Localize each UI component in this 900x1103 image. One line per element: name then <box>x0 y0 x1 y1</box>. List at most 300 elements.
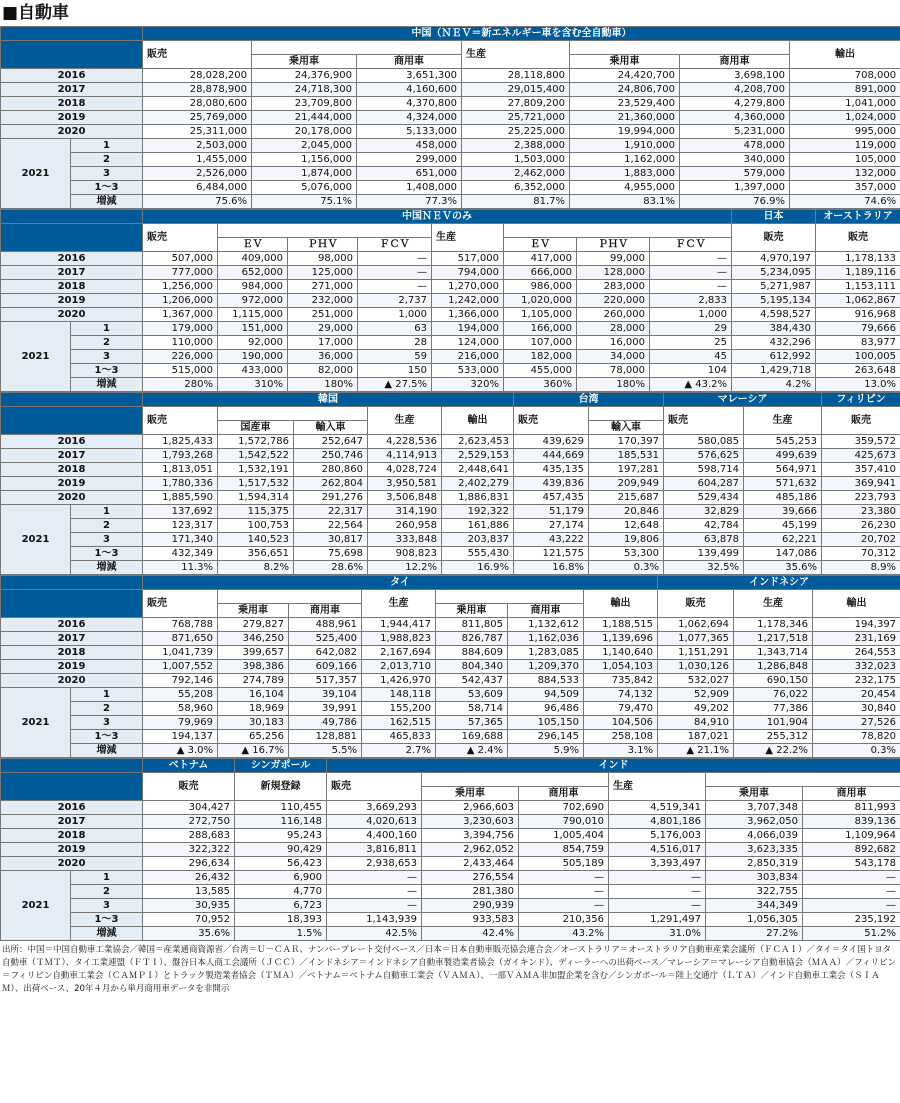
cell: 2,962,052 <box>422 843 519 857</box>
cell: 2,045,000 <box>252 139 357 153</box>
cell: 104,506 <box>584 716 658 730</box>
table-row <box>1 829 900 843</box>
cell: 2,526,000 <box>143 167 252 181</box>
row-label: 1 <box>71 871 143 885</box>
cell: — <box>519 871 609 885</box>
cell: 1,062,867 <box>816 294 900 308</box>
col-header: 輸入車 <box>294 421 368 435</box>
row-label: 2016 <box>1 618 143 632</box>
cell: 986,000 <box>504 280 577 294</box>
table-row <box>1 646 900 660</box>
cell: 276,554 <box>422 871 519 885</box>
row-label: 増減 <box>71 378 143 392</box>
cell: 4,516,017 <box>609 843 706 857</box>
cell: 194,000 <box>432 322 504 336</box>
cell: 2,462,000 <box>462 167 570 181</box>
cell: 255,312 <box>734 730 813 744</box>
cell: 3,950,581 <box>368 477 442 491</box>
cell: 26,432 <box>143 871 235 885</box>
table-row <box>1 547 900 561</box>
cell: 1,283,085 <box>508 646 584 660</box>
cell: 32,829 <box>664 505 744 519</box>
cell: 984,000 <box>218 280 288 294</box>
col-header: 生産 <box>362 590 436 618</box>
cell: 4,955,000 <box>570 181 680 195</box>
table-row <box>1 111 900 125</box>
cell: 995,000 <box>790 125 900 139</box>
cell: ▲ 22.2% <box>734 744 813 758</box>
col-header: 輸出 <box>813 590 900 618</box>
cell: 651,000 <box>357 167 462 181</box>
cell: 2.7% <box>362 744 436 758</box>
cell: 1,813,051 <box>143 463 218 477</box>
cell: 28,118,800 <box>462 69 570 83</box>
table-row <box>1 336 900 350</box>
cell: 1,162,036 <box>508 632 584 646</box>
year-label: 2021 <box>1 505 71 575</box>
cell: 3,393,497 <box>609 857 706 871</box>
cell: 43.2% <box>519 927 609 941</box>
cell: 128,000 <box>577 266 650 280</box>
cell: 6,900 <box>235 871 327 885</box>
cell: 542,437 <box>436 674 508 688</box>
cell: 171,340 <box>143 533 218 547</box>
cell: 458,000 <box>357 139 462 153</box>
col-header: 販売 <box>514 407 589 435</box>
cell: 612,992 <box>732 350 816 364</box>
table-row <box>1 463 900 477</box>
row-label: 2016 <box>1 435 143 449</box>
cell: 609,166 <box>289 660 362 674</box>
col-header: 乗用車 <box>422 787 519 801</box>
cell: 258,108 <box>584 730 658 744</box>
table-row <box>1 632 900 646</box>
row-label: 2 <box>71 336 143 350</box>
cell: 320% <box>432 378 504 392</box>
col-header: 販売 <box>143 590 218 618</box>
cell: 128,881 <box>289 730 362 744</box>
cell: 5,234,095 <box>732 266 816 280</box>
row-label: 2016 <box>1 69 143 83</box>
cell: 580,085 <box>664 435 744 449</box>
cell: 768,788 <box>143 618 218 632</box>
col-header: 乗用車 <box>218 604 289 618</box>
table-row <box>1 674 900 688</box>
cell: 1,077,365 <box>658 632 734 646</box>
cell: 105,150 <box>508 716 584 730</box>
col-header: 販売 <box>143 224 218 252</box>
table-korea <box>0 392 900 575</box>
cell: 105,000 <box>790 153 900 167</box>
row-label: 3 <box>71 350 143 364</box>
row-label: 2018 <box>1 463 143 477</box>
cell: — <box>803 899 900 913</box>
col-header: 生産 <box>462 41 570 69</box>
table-row <box>1 491 900 505</box>
cell: 4,400,160 <box>327 829 422 843</box>
cell: 8.9% <box>822 561 900 575</box>
cell: 1,151,291 <box>658 646 734 660</box>
cell: 82,000 <box>288 364 358 378</box>
cell: 110,000 <box>143 336 218 350</box>
cell: 34,000 <box>577 350 650 364</box>
cell: 811,993 <box>803 801 900 815</box>
cell: — <box>609 899 706 913</box>
cell: 515,000 <box>143 364 218 378</box>
table-row <box>1 618 900 632</box>
cell: 299,000 <box>357 153 462 167</box>
cell: 30,935 <box>143 899 235 913</box>
cell: 2,529,153 <box>442 449 514 463</box>
cell: 1,153,111 <box>816 280 900 294</box>
cell: 5,076,000 <box>252 181 357 195</box>
cell: 322,322 <box>143 843 235 857</box>
cell: 359,572 <box>822 435 900 449</box>
cell: 35.6% <box>744 561 822 575</box>
cell: — <box>358 280 432 294</box>
cell: 933,583 <box>422 913 519 927</box>
cell: 439,836 <box>514 477 589 491</box>
cell: 180% <box>288 378 358 392</box>
cell: ▲ 3.0% <box>143 744 218 758</box>
cell: 182,000 <box>504 350 577 364</box>
cell: 119,000 <box>790 139 900 153</box>
cell: 137,692 <box>143 505 218 519</box>
cell: 444,669 <box>514 449 589 463</box>
cell: 232,175 <box>813 674 900 688</box>
cell: — <box>358 252 432 266</box>
cell: 2,938,653 <box>327 857 422 871</box>
col-header: ＦＣＶ <box>650 238 732 252</box>
cell: 3.1% <box>584 744 658 758</box>
cell: 3,816,811 <box>327 843 422 857</box>
cell: 1,140,640 <box>584 646 658 660</box>
cell: 210,356 <box>519 913 609 927</box>
col-header: 乗用車 <box>570 55 680 69</box>
cell: 28,878,900 <box>143 83 252 97</box>
cell: 74,132 <box>584 688 658 702</box>
cell: 4,228,536 <box>368 435 442 449</box>
cell: 666,000 <box>504 266 577 280</box>
cell: ▲ 16.7% <box>218 744 289 758</box>
cell: 1,793,268 <box>143 449 218 463</box>
col-header: 生産 <box>368 407 442 435</box>
cell: 5,231,000 <box>680 125 790 139</box>
cell: 555,430 <box>442 547 514 561</box>
cell: 63,878 <box>664 533 744 547</box>
row-label: 2020 <box>1 125 143 139</box>
cell: 25,225,000 <box>462 125 570 139</box>
cell: — <box>650 266 732 280</box>
cell: 19,994,000 <box>570 125 680 139</box>
cell: 100,753 <box>218 519 294 533</box>
cell: 2,402,279 <box>442 477 514 491</box>
cell: 83,977 <box>816 336 900 350</box>
row-label: 2018 <box>1 280 143 294</box>
cell: 4,279,800 <box>680 97 790 111</box>
group-header: タイ <box>143 576 658 590</box>
cell: 5,133,000 <box>357 125 462 139</box>
cell: 12,648 <box>589 519 664 533</box>
cell: 18,969 <box>218 702 289 716</box>
cell: 398,386 <box>218 660 289 674</box>
cell: 4,370,800 <box>357 97 462 111</box>
cell: 18,393 <box>235 913 327 927</box>
cell: 30,183 <box>218 716 289 730</box>
cell: 505,189 <box>519 857 609 871</box>
cell: 384,430 <box>732 322 816 336</box>
cell: 1,109,964 <box>803 829 900 843</box>
cell: 166,000 <box>504 322 577 336</box>
cell: 25,769,000 <box>143 111 252 125</box>
cell: 42.4% <box>422 927 519 941</box>
table-row <box>1 364 900 378</box>
row-label: 増減 <box>71 744 143 758</box>
cell: 75,698 <box>294 547 368 561</box>
row-label: 2020 <box>1 674 143 688</box>
cell: 45 <box>650 350 732 364</box>
cell: 1,408,000 <box>357 181 462 195</box>
table-row <box>1 843 900 857</box>
table-row <box>1 730 900 744</box>
cell: 3,506,848 <box>368 491 442 505</box>
cell: 488,961 <box>289 618 362 632</box>
cell: 804,340 <box>436 660 508 674</box>
cell: 281,380 <box>422 885 519 899</box>
table-row <box>1 294 900 308</box>
cell: 31.0% <box>609 927 706 941</box>
cell: 517,357 <box>289 674 362 688</box>
cell: 260,000 <box>577 308 650 322</box>
cell: 1,056,305 <box>706 913 803 927</box>
cell: 192,322 <box>442 505 514 519</box>
cell: 39,991 <box>289 702 362 716</box>
source-notes: 出所：中国＝中国自動車工業協会／韓国＝産業通商資源省／台湾＝Ｕ－ＣＡＲ、ナンバープレート交付ベース／日本＝日本自動車販売協会連合会／オーストラリア＝オーストラリア自動車産業会議所（ＦＣＡＩ）／タイ＝タイ国トヨタ自動車（ＴＭＴ）、タイ工業連盟（ＦＴＩ）、盤谷日本人商工会議所（ＪＣＣ）／インドネシア＝インドネシア自動車製造業者協会（ガイキンド）、ディーラーへの出荷ベース／マレーシア＝マレーシア自動車協会（ＭＡＡ）／フィリピン＝フィリピン自動車工業会（ＣＡＭＰＩ）とトラック製造業者協会（ＴＭＡ）／ベトナム＝ベトナム自動車工業会（ＶＡＭＡ）、一部ＶＡＭＡ非加盟企業を含む／シンガポール＝陸上交通庁（ＬＴＡ）／インド自動車工業会（ＳＩＡＭ）、出荷ベース、20年４月から単月商用車データを非開示 <box>2 945 896 994</box>
row-label: 2 <box>71 885 143 899</box>
table-row <box>1 83 900 97</box>
cell: 51,179 <box>514 505 589 519</box>
cell: 1,115,000 <box>218 308 288 322</box>
cell: 5,176,003 <box>609 829 706 843</box>
cell: 107,000 <box>504 336 577 350</box>
table-china <box>0 26 900 209</box>
cell: 2,833 <box>650 294 732 308</box>
cell: 1,883,000 <box>570 167 680 181</box>
cell: 139,499 <box>664 547 744 561</box>
cell: 104 <box>650 364 732 378</box>
cell: 642,082 <box>289 646 362 660</box>
cell: 0.3% <box>813 744 900 758</box>
cell: 280% <box>143 378 218 392</box>
cell: 4,324,000 <box>357 111 462 125</box>
cell: 1,426,970 <box>362 674 436 688</box>
cell: 532,027 <box>658 674 734 688</box>
cell: 543,178 <box>803 857 900 871</box>
cell: 32.5% <box>664 561 744 575</box>
cell: 356,651 <box>218 547 294 561</box>
cell: 20,178,000 <box>252 125 357 139</box>
cell: 1,030,126 <box>658 660 734 674</box>
cell: — <box>609 885 706 899</box>
cell: 314,190 <box>368 505 442 519</box>
group-header: 中国ＮＥＶのみ <box>143 210 732 224</box>
table-row <box>1 857 900 871</box>
cell: 77.3% <box>357 195 462 209</box>
group-header: インド <box>327 759 900 773</box>
year-label: 2021 <box>1 688 71 758</box>
cell: 53,609 <box>436 688 508 702</box>
cell: 100,005 <box>816 350 900 364</box>
cell: 76,022 <box>734 688 813 702</box>
header-blank <box>1 393 143 407</box>
col-header: 商用車 <box>357 55 462 69</box>
cell: 28 <box>358 336 432 350</box>
cell: 215,687 <box>589 491 664 505</box>
cell: 369,941 <box>822 477 900 491</box>
col-header: 販売 <box>658 590 734 618</box>
header-spacer <box>504 224 732 238</box>
cell: 11.3% <box>143 561 218 575</box>
cell: 20,846 <box>589 505 664 519</box>
header-blank <box>1 576 143 590</box>
group-header: インドネシア <box>658 576 900 590</box>
cell: 203,837 <box>442 533 514 547</box>
cell: 28,028,200 <box>143 69 252 83</box>
cell: 35.6% <box>143 927 235 941</box>
cell: 13,585 <box>143 885 235 899</box>
cell: 24,376,900 <box>252 69 357 83</box>
row-label: 1 <box>71 139 143 153</box>
cell: 332,023 <box>813 660 900 674</box>
cell: 140,523 <box>218 533 294 547</box>
cell: 28,000 <box>577 322 650 336</box>
row-label: 1～3 <box>71 913 143 927</box>
col-header: 販売 <box>664 407 744 435</box>
cell: 2,966,603 <box>422 801 519 815</box>
cell: 16.8% <box>514 561 589 575</box>
cell: 291,276 <box>294 491 368 505</box>
cell: 465,833 <box>362 730 436 744</box>
row-label: 2 <box>71 153 143 167</box>
cell: 110,455 <box>235 801 327 815</box>
cell: 1,178,346 <box>734 618 813 632</box>
cell: 1,532,191 <box>218 463 294 477</box>
table-row <box>1 97 900 111</box>
cell: 53,300 <box>589 547 664 561</box>
cell: 357,410 <box>822 463 900 477</box>
col-header: 商用車 <box>508 604 584 618</box>
cell: 322,755 <box>706 885 803 899</box>
row-label: 3 <box>71 167 143 181</box>
group-header: 中国（ＮＥＶ＝新エネルギー車を含む全自動車） <box>143 27 900 41</box>
cell: 1,874,000 <box>252 167 357 181</box>
header-spacer <box>570 41 790 55</box>
header-spacer <box>589 407 664 421</box>
cell: — <box>519 899 609 913</box>
header-spacer <box>252 41 462 55</box>
cell: 478,000 <box>680 139 790 153</box>
cell: 42.5% <box>327 927 422 941</box>
cell: 25,721,000 <box>462 111 570 125</box>
cell: 1,054,103 <box>584 660 658 674</box>
page-title: ■自動車 <box>2 3 70 23</box>
cell: 4.2% <box>732 378 816 392</box>
cell: — <box>327 899 422 913</box>
cell: 150 <box>358 364 432 378</box>
cell: 304,427 <box>143 801 235 815</box>
cell: 2,013,710 <box>362 660 436 674</box>
cell: 1.5% <box>235 927 327 941</box>
cell: 346,250 <box>218 632 289 646</box>
cell: 296,145 <box>508 730 584 744</box>
cell: 1,143,939 <box>327 913 422 927</box>
cell: 811,805 <box>436 618 508 632</box>
cell: 545,253 <box>744 435 822 449</box>
group-header: ベトナム <box>143 759 235 773</box>
cell: 79,666 <box>816 322 900 336</box>
cell: 1,910,000 <box>570 139 680 153</box>
cell: 4,066,039 <box>706 829 803 843</box>
row-label: 1 <box>71 505 143 519</box>
cell: 1,366,000 <box>432 308 504 322</box>
cell: 42,784 <box>664 519 744 533</box>
cell: 702,690 <box>519 801 609 815</box>
cell: 5.9% <box>508 744 584 758</box>
cell: 499,639 <box>744 449 822 463</box>
cell: 260,958 <box>368 519 442 533</box>
cell: 1,455,000 <box>143 153 252 167</box>
cell: 794,000 <box>432 266 504 280</box>
cell: 4,519,341 <box>609 801 706 815</box>
row-label: 2017 <box>1 449 143 463</box>
cell: 24,718,300 <box>252 83 357 97</box>
col-header: 商用車 <box>519 787 609 801</box>
cell: 26,230 <box>822 519 900 533</box>
cell: — <box>358 266 432 280</box>
cell: 58,714 <box>436 702 508 716</box>
cell: 271,000 <box>288 280 358 294</box>
cell: 29,015,400 <box>462 83 570 97</box>
table-row <box>1 139 900 153</box>
table-row <box>1 871 900 885</box>
year-label: 2021 <box>1 871 71 941</box>
cell: 76.9% <box>680 195 790 209</box>
cell: 28,080,600 <box>143 97 252 111</box>
row-label: 1～3 <box>71 181 143 195</box>
header-blank <box>1 224 143 252</box>
cell: 223,793 <box>822 491 900 505</box>
row-label: 2019 <box>1 477 143 491</box>
cell: 179,000 <box>143 322 218 336</box>
row-label: 1 <box>71 322 143 336</box>
table-row <box>1 561 900 575</box>
cell: 533,000 <box>432 364 504 378</box>
cell: 5,271,987 <box>732 280 816 294</box>
cell: 360% <box>504 378 577 392</box>
cell: 27,526 <box>813 716 900 730</box>
header-blank <box>1 407 143 435</box>
cell: 272,750 <box>143 815 235 829</box>
cell: 525,400 <box>289 632 362 646</box>
cell: 16,104 <box>218 688 289 702</box>
cell: 3,394,756 <box>422 829 519 843</box>
cell: 1,007,552 <box>143 660 218 674</box>
cell: 22,317 <box>294 505 368 519</box>
cell: 23,529,400 <box>570 97 680 111</box>
cell: — <box>327 871 422 885</box>
cell: 209,949 <box>589 477 664 491</box>
col-header: 販売 <box>143 41 252 69</box>
